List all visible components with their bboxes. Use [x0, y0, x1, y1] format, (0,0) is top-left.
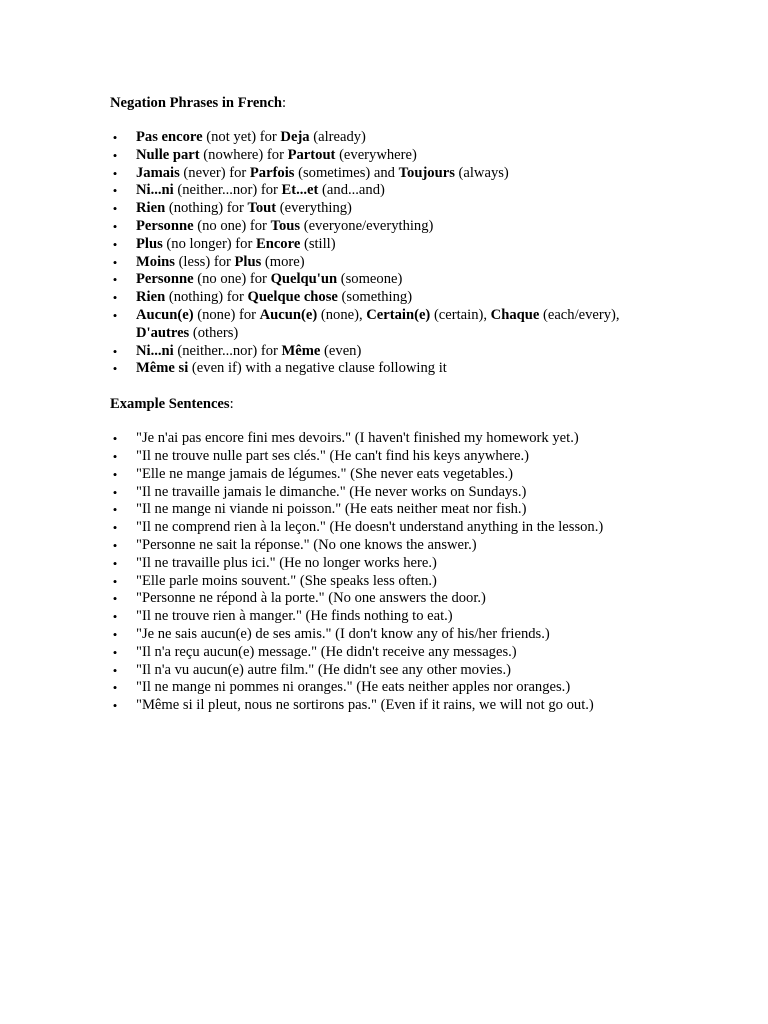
- document-page: [110, 94, 670, 732]
- phrase-term: Toujours: [398, 164, 455, 181]
- phrase-term: Certain(e): [366, 306, 431, 323]
- bullet-icon: •: [112, 502, 118, 518]
- example-sentence-text: "Il ne trouve rien à manger." (He finds nothing to eat.): [136, 608, 453, 625]
- phrase-gloss: (already): [309, 129, 366, 145]
- phrase-term: Tout: [247, 200, 277, 217]
- negation-phrase-item: [110, 289, 670, 307]
- phrase-gloss: (nothing) for: [165, 289, 248, 306]
- phrase-term: Ni...ni: [136, 182, 174, 199]
- example-sentence-text: "Elle parle moins souvent." (She speaks less often.): [136, 572, 437, 589]
- negation-heading-colon: :: [282, 95, 287, 111]
- bullet-icon: •: [112, 165, 118, 181]
- phrase-term: Chaque: [490, 306, 540, 323]
- bullet-icon: •: [112, 573, 118, 589]
- phrase-gloss: (less) for: [174, 253, 235, 270]
- bullet-icon: •: [112, 698, 118, 714]
- example-sentence-item: [110, 484, 670, 502]
- example-sentence-text: "Il ne travaille jamais le dimanche." (He never works on Sundays.): [136, 483, 527, 500]
- examples-heading-title: Example Sentences: [110, 396, 230, 413]
- phrase-gloss: (none) for: [193, 306, 260, 323]
- example-sentence-text: "Personne ne sait la réponse." (No one knows the answer.): [136, 536, 477, 553]
- negation-phrase-item: [110, 200, 670, 218]
- examples-heading: [110, 395, 670, 413]
- example-sentence-text: "Il ne mange ni pommes ni oranges." (He eats neither apples nor oranges.): [136, 679, 571, 696]
- example-sentence-text: "Il ne mange ni viande ni poisson." (He eats neither meat nor fish.): [136, 501, 527, 518]
- bullet-icon: •: [112, 591, 118, 607]
- phrase-gloss: (each/every),: [539, 306, 620, 323]
- example-sentence-text: "Il ne travaille plus ici." (He no longer works here.): [136, 554, 437, 571]
- phrase-gloss: (and...and): [318, 182, 385, 199]
- phrase-term: Tous: [270, 217, 301, 234]
- phrase-term: Nulle part: [136, 146, 200, 163]
- phrase-gloss: (even): [320, 342, 362, 359]
- example-sentence-item: [110, 519, 670, 537]
- negation-phrase-item: [110, 147, 670, 165]
- phrase-term: Aucun(e): [259, 306, 318, 323]
- bullet-icon: •: [112, 272, 118, 288]
- bullet-icon: •: [112, 130, 118, 145]
- phrase-term: Plus: [136, 235, 163, 252]
- negation-phrase-item: [110, 271, 670, 289]
- negation-phrase-list: [110, 129, 670, 378]
- phrase-gloss: (certain),: [430, 306, 491, 323]
- phrase-gloss: (nothing) for: [165, 200, 248, 217]
- bullet-icon: •: [112, 626, 118, 642]
- example-sentence-text: "Il ne comprend rien à la leçon." (He doesn't understand anything in the lesson.): [136, 519, 604, 536]
- phrase-term: Personne: [136, 271, 194, 288]
- phrase-term: Plus: [234, 253, 262, 270]
- negation-phrase-item: [110, 343, 670, 361]
- bullet-icon: •: [112, 431, 118, 447]
- phrase-term: Aucun(e): [136, 306, 194, 323]
- example-sentence-text: "Même si il pleut, nous ne sortirons pas." (Even if it rains, we will not go out.): [136, 697, 594, 714]
- phrase-gloss: (neither...nor) for: [173, 182, 282, 199]
- example-sentence-item: [110, 679, 670, 697]
- bullet-icon: •: [112, 644, 118, 660]
- phrase-term: Quelque chose: [247, 289, 338, 306]
- bullet-icon: •: [112, 609, 118, 625]
- bullet-icon: •: [112, 343, 118, 359]
- example-sentence-list: [110, 430, 670, 715]
- example-sentence-text: "Je n'ai pas encore fini mes devoirs." (I haven't finished my homework yet.): [136, 430, 579, 447]
- negation-phrase-item: [110, 182, 670, 200]
- phrase-term: Jamais: [136, 164, 180, 181]
- example-sentence-item: [110, 697, 670, 715]
- phrase-gloss: (neither...nor) for: [173, 342, 282, 359]
- phrase-gloss: (everywhere): [335, 146, 417, 163]
- phrase-term: Quelqu'un: [270, 271, 338, 288]
- phrase-term: Rien: [136, 289, 166, 306]
- phrase-gloss: (everything): [276, 200, 352, 217]
- example-sentence-item: [110, 626, 670, 644]
- phrase-gloss: (no one) for: [193, 271, 271, 288]
- phrase-term: Même: [281, 342, 321, 359]
- example-sentence-item: [110, 662, 670, 680]
- negation-phrase-item: [110, 218, 670, 236]
- example-sentence-item: [110, 448, 670, 466]
- example-sentence-item: [110, 537, 670, 555]
- example-sentence-text: "Personne ne répond à la porte." (No one answers the door.): [136, 590, 486, 607]
- bullet-icon: •: [112, 466, 118, 482]
- phrase-gloss: (everyone/everything): [300, 217, 434, 234]
- phrase-gloss: (no longer) for: [162, 235, 256, 252]
- example-sentence-item: [110, 644, 670, 662]
- phrase-term: Parfois: [249, 164, 295, 181]
- phrase-gloss: (sometimes) and: [294, 164, 399, 181]
- bullet-icon: •: [112, 218, 118, 234]
- phrase-gloss: (even if) with a negative clause following it: [188, 360, 447, 377]
- phrase-gloss: (more): [261, 253, 305, 270]
- example-sentence-text: "Il ne trouve nulle part ses clés." (He can't find his keys anywhere.): [136, 447, 530, 464]
- example-sentence-item: [110, 555, 670, 573]
- negation-phrase-item: [110, 129, 670, 147]
- negation-phrase-item: [110, 360, 670, 378]
- negation-phrase-item: [110, 307, 670, 343]
- phrase-term: Encore: [255, 235, 301, 252]
- bullet-icon: •: [112, 307, 118, 323]
- phrase-term: Personne: [136, 217, 194, 234]
- bullet-icon: •: [112, 290, 118, 306]
- bullet-icon: •: [112, 662, 118, 678]
- negation-heading: [110, 94, 670, 112]
- negation-phrase-item: [110, 236, 670, 254]
- example-sentence-text: "Je ne sais aucun(e) de ses amis." (I don't know any of his/her friends.): [136, 625, 550, 642]
- phrase-gloss: (not yet) for: [202, 129, 281, 145]
- bullet-icon: •: [112, 254, 118, 270]
- phrase-term: D'autres: [136, 324, 190, 341]
- bullet-icon: •: [112, 520, 118, 536]
- example-sentence-text: "Elle ne mange jamais de légumes." (She never eats vegetables.): [136, 465, 514, 482]
- phrase-term: Et...et: [281, 182, 319, 199]
- example-sentence-item: [110, 466, 670, 484]
- example-sentence-text: "Il n'a vu aucun(e) autre film." (He didn't see any other movies.): [136, 661, 511, 678]
- bullet-icon: •: [112, 361, 118, 377]
- phrase-term: Deja: [280, 129, 310, 145]
- phrase-gloss: (always): [454, 164, 509, 181]
- phrase-gloss: (no one) for: [193, 217, 271, 234]
- negation-phrase-item: [110, 254, 670, 272]
- phrase-gloss: (nowhere) for: [199, 146, 288, 163]
- phrase-gloss: (others): [189, 324, 239, 341]
- bullet-icon: •: [112, 183, 118, 199]
- example-sentence-item: [110, 573, 670, 591]
- bullet-icon: •: [112, 680, 118, 696]
- bullet-icon: •: [112, 448, 118, 464]
- phrase-gloss: (still): [300, 235, 336, 252]
- phrase-gloss: (none),: [317, 306, 367, 323]
- phrase-term: Moins: [136, 253, 175, 270]
- example-sentence-item: [110, 501, 670, 519]
- example-sentence-item: [110, 608, 670, 626]
- example-sentence-text: "Il n'a reçu aucun(e) message." (He didn't receive any messages.): [136, 643, 517, 660]
- phrase-gloss: (something): [337, 289, 413, 306]
- example-sentence-item: [110, 590, 670, 608]
- bullet-icon: •: [112, 147, 118, 163]
- negation-heading-title: Negation Phrases in French: [110, 95, 283, 111]
- phrase-gloss: (never) for: [179, 164, 250, 181]
- phrase-term: Même si: [136, 360, 189, 377]
- negation-phrase-item: [110, 165, 670, 183]
- phrase-term: Pas encore: [136, 129, 203, 145]
- phrase-term: Ni...ni: [136, 342, 174, 359]
- bullet-icon: •: [112, 236, 118, 252]
- phrase-gloss: (someone): [337, 271, 403, 288]
- bullet-icon: •: [112, 201, 118, 217]
- examples-heading-colon: :: [229, 396, 234, 413]
- example-sentence-item: [110, 430, 670, 448]
- bullet-icon: •: [112, 555, 118, 571]
- phrase-term: Partout: [287, 146, 336, 163]
- bullet-icon: •: [112, 484, 118, 500]
- bullet-icon: •: [112, 537, 118, 553]
- phrase-term: Rien: [136, 200, 166, 217]
